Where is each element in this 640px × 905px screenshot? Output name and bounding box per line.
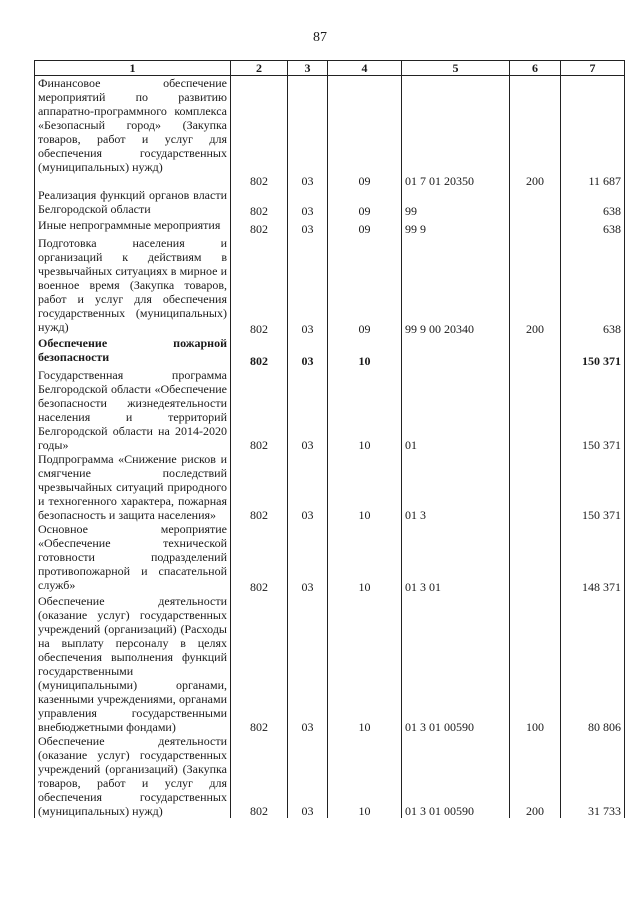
cell-rz: 03 bbox=[288, 594, 328, 734]
cell-rz: 03 bbox=[288, 522, 328, 594]
column-header: 7 bbox=[561, 61, 625, 76]
cell-grbs: 802 bbox=[231, 336, 288, 368]
cell-vr bbox=[510, 522, 561, 594]
cell-vr: 100 bbox=[510, 594, 561, 734]
cell-csr: 01 3 01 bbox=[402, 522, 510, 594]
cell-rz: 03 bbox=[288, 734, 328, 818]
cell-sum: 150 371 bbox=[561, 336, 625, 368]
cell-pr: 09 bbox=[328, 236, 402, 336]
column-header: 2 bbox=[231, 61, 288, 76]
table-row bbox=[35, 452, 625, 522]
cell-name: Финансовое обеспечение мероприятий по развитию аппаратно-программного комплекса «Безопасный город» (Закупка товаров, работ и услуг для обеспечения государственных (муниципальных) нужд) bbox=[35, 76, 231, 188]
cell-vr bbox=[510, 368, 561, 452]
cell-grbs: 802 bbox=[231, 522, 288, 594]
cell-csr: 99 9 bbox=[402, 218, 510, 236]
cell-sum: 148 371 bbox=[561, 522, 625, 594]
table-row bbox=[35, 368, 625, 452]
cell-sum: 150 371 bbox=[561, 452, 625, 522]
cell-pr: 10 bbox=[328, 734, 402, 818]
cell-sum: 638 bbox=[561, 218, 625, 236]
cell-csr: 01 3 bbox=[402, 452, 510, 522]
cell-csr: 99 9 00 20340 bbox=[402, 236, 510, 336]
table-row bbox=[35, 76, 625, 188]
cell-pr: 10 bbox=[328, 594, 402, 734]
cell-rz: 03 bbox=[288, 218, 328, 236]
cell-name: Иные непрограммные мероприятия bbox=[35, 218, 231, 236]
table-row bbox=[35, 594, 625, 734]
cell-grbs: 802 bbox=[231, 218, 288, 236]
cell-pr: 10 bbox=[328, 522, 402, 594]
cell-pr: 10 bbox=[328, 336, 402, 368]
column-header: 5 bbox=[402, 61, 510, 76]
cell-csr: 01 3 01 00590 bbox=[402, 594, 510, 734]
cell-grbs: 802 bbox=[231, 188, 288, 218]
table-row bbox=[35, 188, 625, 218]
cell-grbs: 802 bbox=[231, 734, 288, 818]
cell-pr: 10 bbox=[328, 368, 402, 452]
cell-csr: 99 bbox=[402, 188, 510, 218]
cell-vr bbox=[510, 218, 561, 236]
cell-grbs: 802 bbox=[231, 76, 288, 188]
cell-csr bbox=[402, 336, 510, 368]
cell-sum: 11 687 bbox=[561, 76, 625, 188]
cell-vr: 200 bbox=[510, 76, 561, 188]
cell-name: Реализация функций органов власти Белгородской области bbox=[35, 188, 231, 218]
column-header: 6 bbox=[510, 61, 561, 76]
cell-pr: 09 bbox=[328, 218, 402, 236]
cell-vr bbox=[510, 452, 561, 522]
cell-name: Обеспечение деятельности (оказание услуг) государственных учреждений (организаций) (Закупка товаров, работ и услуг для обеспечения государственных (муниципальных) нужд) bbox=[35, 734, 231, 818]
table-header-row bbox=[35, 61, 625, 76]
cell-csr: 01 bbox=[402, 368, 510, 452]
cell-pr: 09 bbox=[328, 188, 402, 218]
cell-vr bbox=[510, 336, 561, 368]
cell-name: Подготовка населения и организаций к действиям в чрезвычайных ситуациях в мирное и военное время (Закупка товаров, работ и услуг для обеспечения государственных (муниципальных) нужд) bbox=[35, 236, 231, 336]
cell-grbs: 802 bbox=[231, 236, 288, 336]
cell-rz: 03 bbox=[288, 336, 328, 368]
cell-rz: 03 bbox=[288, 452, 328, 522]
table-row bbox=[35, 522, 625, 594]
page-number: 87 bbox=[313, 30, 327, 45]
cell-pr: 09 bbox=[328, 76, 402, 188]
column-header: 3 bbox=[288, 61, 328, 76]
cell-grbs: 802 bbox=[231, 452, 288, 522]
cell-grbs: 802 bbox=[231, 594, 288, 734]
table-row bbox=[35, 734, 625, 818]
budget-table bbox=[34, 60, 625, 818]
table-row bbox=[35, 236, 625, 336]
column-header: 1 bbox=[35, 61, 231, 76]
cell-rz: 03 bbox=[288, 236, 328, 336]
cell-rz: 03 bbox=[288, 368, 328, 452]
cell-name: Обеспечение пожарной безопасности bbox=[35, 336, 231, 368]
cell-csr: 01 3 01 00590 bbox=[402, 734, 510, 818]
cell-vr bbox=[510, 188, 561, 218]
cell-pr: 10 bbox=[328, 452, 402, 522]
cell-grbs: 802 bbox=[231, 368, 288, 452]
cell-name: Основное мероприятие «Обеспечение технической готовности подразделений противопожарной и спасательной служб» bbox=[35, 522, 231, 594]
cell-sum: 80 806 bbox=[561, 594, 625, 734]
cell-vr: 200 bbox=[510, 236, 561, 336]
cell-name: Государственная программа Белгородской области «Обеспечение безопасности жизнедеятельности населения и территорий Белгородской области на 2014-2020 годы» bbox=[35, 368, 231, 452]
cell-sum: 638 bbox=[561, 188, 625, 218]
table-row bbox=[35, 336, 625, 368]
column-header: 4 bbox=[328, 61, 402, 76]
cell-csr: 01 7 01 20350 bbox=[402, 76, 510, 188]
cell-sum: 638 bbox=[561, 236, 625, 336]
cell-name: Обеспечение деятельности (оказание услуг) государственных учреждений (организаций) (Расходы на выплату персоналу в целях обеспечения выполнения функций государственными (муниципальными) органами, казенными учреждениями, органами управления государственными внебюджетными фондами) bbox=[35, 594, 231, 734]
cell-sum: 150 371 bbox=[561, 368, 625, 452]
cell-rz: 03 bbox=[288, 76, 328, 188]
table-row bbox=[35, 218, 625, 236]
cell-vr: 200 bbox=[510, 734, 561, 818]
cell-rz: 03 bbox=[288, 188, 328, 218]
cell-sum: 31 733 bbox=[561, 734, 625, 818]
cell-name: Подпрограмма «Снижение рисков и смягчение последствий чрезвычайных ситуаций природного и техногенного характера, пожарная безопасность и защита населения» bbox=[35, 452, 231, 522]
